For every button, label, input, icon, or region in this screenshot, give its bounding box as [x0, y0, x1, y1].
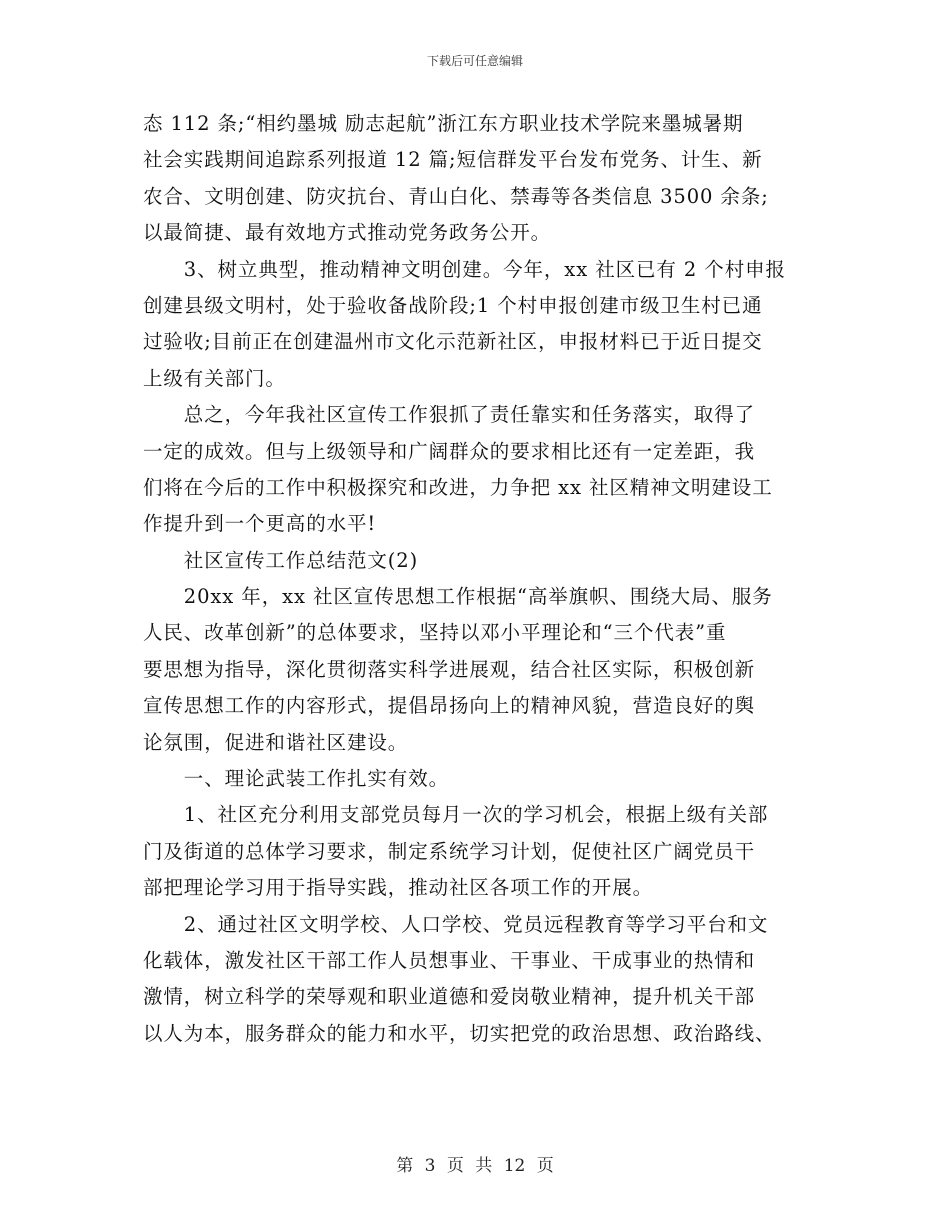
- text-line: 激情，树立科学的荣辱观和职业道德和爱岗敬业精神，提升机关干部: [143, 985, 756, 1009]
- text-line: 人民、改革创新”的总体要求，坚持以邓小平理论和“三个代表”重: [143, 621, 727, 645]
- footer-gong: 共: [475, 1156, 493, 1176]
- text-line: 论氛围，促进和谐社区建设。: [143, 730, 409, 754]
- text-line: 作提升到一个更高的水平!: [143, 512, 377, 536]
- text-line: 要思想为指导，深化贯彻落实科学进展观，结合社区实际，积极创新: [143, 657, 756, 681]
- text-line: 以最简捷、最有效地方式推动党务政务公开。: [143, 221, 552, 245]
- text-line: 们将在今后的工作中积极探究和改进，力争把 xx 社区精神文明建设工: [143, 475, 773, 499]
- text-line: 总之，今年我社区宣传工作狠抓了责任靠实和任务落实，取得了: [143, 403, 756, 427]
- page-header: 下载后可任意编辑: [426, 54, 523, 68]
- text-line: 部把理论学习用于指导实践，推动社区各项工作的开展。: [143, 876, 654, 900]
- text-line: 上级有关部门。: [143, 366, 286, 390]
- text-line: 态 112 条;“相约墨城 励志起航”浙江东方职业技术学院来墨城暑期: [143, 112, 744, 135]
- section-heading: 一、理论武装工作扎实有效。: [143, 767, 450, 791]
- section-title: 社区宣传工作总结范文(2): [143, 548, 419, 572]
- text-line: 20xx 年，xx 社区宣传思想工作根据“高举旗帜、围绕大局、服务: [143, 585, 773, 609]
- document-body: [143, 111, 811, 1057]
- text-line: 过验收;目前正在创建温州市文化示范新社区，申报材料已于近日提交: [143, 330, 763, 354]
- text-line: 1、社区充分利用支部党员每月一次的学习机会，根据上级有关部: [143, 803, 769, 827]
- footer-ye2: 页: [536, 1156, 554, 1176]
- page-footer: [0, 1156, 950, 1176]
- text-line: 宣传思想工作的内容形式，提倡昂扬向上的精神风貌，营造良好的舆: [143, 694, 756, 718]
- footer-ye: 页: [446, 1156, 464, 1176]
- text-line: 一定的成效。但与上级领导和广阔群众的要求相比还有一定差距，我: [143, 439, 756, 463]
- text-line: 创建县级文明村，处于验收备战阶段;1 个村申报创建市级卫生村已通: [143, 293, 763, 317]
- current-page-number: 3: [424, 1156, 436, 1176]
- text-line: 3、树立典型，推动精神文明创建。今年，xx 社区已有 2 个村申报: [143, 257, 786, 281]
- text-line: 2、通过社区文明学校、人口学校、党员远程教育等学习平台和文: [143, 912, 769, 936]
- total-page-count: 12: [503, 1156, 526, 1176]
- text-line: 社会实践期间追踪系列报道 12 篇;短信群发平台发布党务、计生、新: [143, 148, 763, 172]
- text-line: 化载体，激发社区干部工作人员想事业、干事业、干成事业的热情和: [143, 948, 756, 972]
- footer-di: 第: [396, 1156, 414, 1176]
- text-line: 以人为本，服务群众的能力和水平，切实把党的政治思想、政治路线、: [143, 1021, 776, 1045]
- text-line: 农合、文明创建、防灾抗台、青山白化、禁毒等各类信息 3500 余条;: [143, 184, 769, 208]
- text-line: 门及街道的总体学习要求，制定系统学习计划，促使社区广阔党员干: [143, 839, 756, 863]
